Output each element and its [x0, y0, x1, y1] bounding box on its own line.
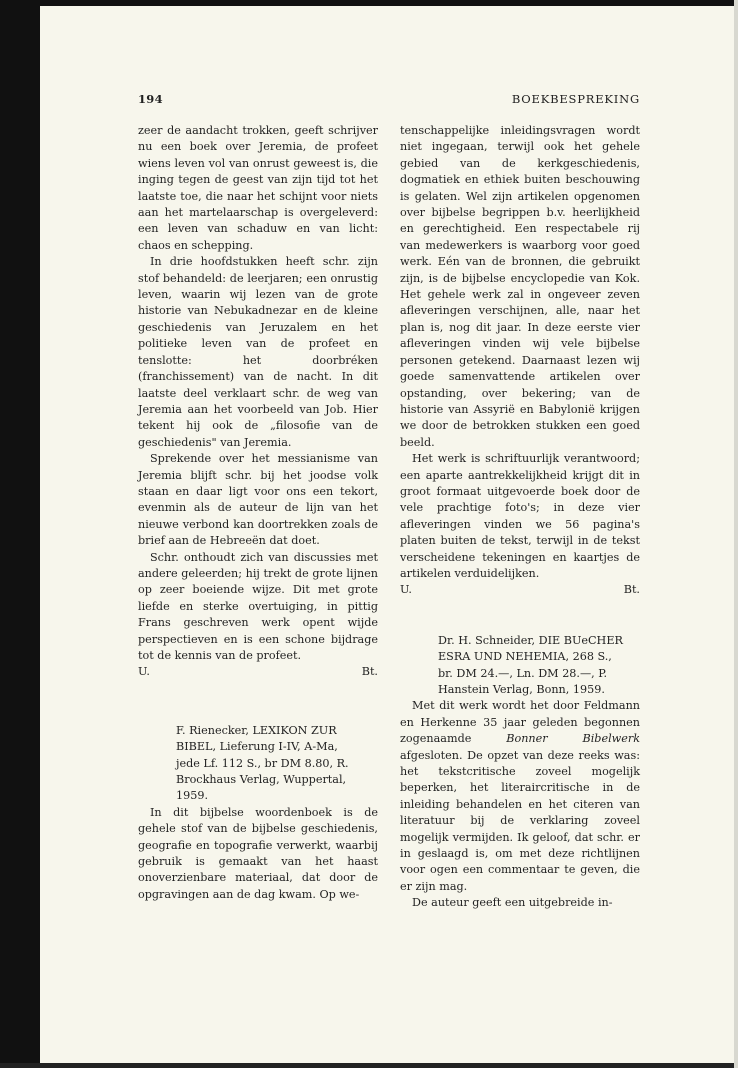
biblio-line: br. DM 24.—, Ln. DM 28.—, P. [438, 666, 608, 680]
biblio-line: Dr. H. Schneider, DIE BUeCHER [438, 633, 623, 647]
running-title: BOEKBESPREKING [511, 92, 640, 106]
bibliographic-entry [400, 633, 640, 699]
signature-initial: U. [138, 665, 150, 679]
biblio-line: jede Lf. 112 S., br DM 8.80, R. [176, 756, 349, 770]
spacer [138, 681, 378, 723]
reviewer-signature [400, 582, 640, 598]
scan-border-top [0, 0, 738, 6]
spacer [400, 599, 640, 633]
series-title: Bonner Bibelwerk [506, 732, 640, 746]
paragraph: Sprekende over het messianisme van Jeremia blijft schr. bij het joodse volk staan en daar ligt voor ons een tekort, evenmin als de auteur de lijn van het nieuwe verbond kan doortrekken zoals de brief aan de Hebreeën dat doet. [138, 452, 378, 548]
signature-name: Bt. [623, 583, 640, 597]
paragraph: tenschappelijke inleidingsvragen wordt niet ingegaan, terwijl ook het gehele gebied van de kerkgeschiedenis, dogmatiek en ethiek buiten beschouwing is gelaten. Wel zijn artikelen opgenomen over bijbelse begrippen b.v. heerlijkheid en gerechtigheid. Een respectabele rij van medewerkers is waarborg voor goed werk. Eén van de bronnen, die gebruikt zijn, is de bijbelse encyclopedie van Kok. Het gehele werk zal in ongeveer zeven afleveringen verschijnen, alle, naar het plan is, nog dit jaar. In deze eerste vier afleveringen vinden wij vele bijbelse personen getekend. Daarnaast lezen wij goede samenvattende artikelen over opstanding, over bekering; van de historie van Assyrië en Babylonië krijgen we door de betrokken stukken een goed beeld. [400, 124, 640, 449]
signature-initial: U. [400, 583, 412, 597]
paragraph: In drie hoofdstukken heeft schr. zijn stof behandeld: de leerjaren; een onrustig leven, waarin wij lezen van de grote historie van Nebukadnezar en de kleine geschiedenis van Jeruzalem en het politieke leven van de profeet en tenslotte: het doorbréken (franchissement) van de nacht. In dit laatste deel verklaart schr. de weg van Jeremia aan het voorbeeld van Job. Hier tekent hij ook de „filosofie van de geschiedenis" van Jeremia. [138, 255, 378, 449]
reviewer-signature [138, 664, 378, 680]
left-column [138, 123, 378, 903]
paragraph: Schr. onthoudt zich van discussies met andere geleerden; hij trekt de grote lijnen op zeer boeiende wijze. Dit met grote liefde en sterke overtuiging, in pittig Frans geschreven werk opent wijde perspectieven en is een schone bijdrage tot de kennis van de profeet. [138, 550, 378, 662]
paragraph: zeer de aandacht trokken, geeft schrijver nu een boek over Jeremia, de profeet wiens leven vol van onrust geweest is, die inging tegen de geest van zijn tijd tot het laatste toe, die naar het schijnt voor niets aan het martelaarschap is overgeleverd: een leven van schaduw en van licht: chaos en schepping. [138, 124, 378, 252]
paragraph-text: Met dit werk wordt het door Feldmann en Herkenne 35 jaar geleden begonnen zogenaamde [400, 699, 640, 746]
biblio-line: F. Rienecker, LEXIKON ZUR [176, 723, 337, 737]
signature-name: Bt. [361, 665, 378, 679]
biblio-line: BIBEL, Lieferung I-IV, A-Ma, [176, 740, 338, 754]
scan-border-left [0, 0, 40, 1068]
scan-border-right [734, 0, 738, 1068]
paragraph-text: afgesloten. De opzet van deze reeks was: het tekstcritische zoveel mogelijk beperken, het literaircritische in de inleiding behandelen en het citeren van literatuur bij de verklaring zoveel mogelijk vermijden. Ik geloof, dat schr. er in geslaagd is, om met deze richtlijnen voor ogen een commentaar te geven, die er zijn mag. [400, 748, 640, 893]
right-column [400, 123, 640, 912]
page-number: 194 [138, 92, 163, 106]
biblio-line: 1959. [176, 789, 209, 803]
biblio-line: Hanstein Verlag, Bonn, 1959. [438, 683, 605, 696]
paragraph: Het werk is schriftuurlijk verantwoord; een aparte aantrekkelijkheid krijgt dit in groot formaat uitgevoerde boek door de vele prachtige foto's; in deze vier afleveringen vinden we 56 pagina's platen buiten de tekst, terwijl in de tekst verscheidene tekeningen en kaartjes de artikelen verduidelijken. [400, 452, 640, 580]
paragraph: De auteur geeft een uitgebreide in- [412, 896, 613, 910]
biblio-line: ESRA UND NEHEMIA, 268 S., [438, 650, 612, 664]
biblio-line: Brockhaus Verlag, Wuppertal, [176, 773, 347, 787]
paragraph: In dit bijbelse woordenboek is de gehele stof van de bijbelse geschiedenis, geografie en topografie verwerkt, waarbij gebruik is gemaakt van het haast onoverzienbare materiaal, dat door de opgravingen aan de dag kwam. Op we- [138, 805, 378, 901]
paragraph [400, 698, 640, 895]
scan-border-bottom [0, 1063, 738, 1068]
bibliographic-entry [138, 723, 378, 805]
